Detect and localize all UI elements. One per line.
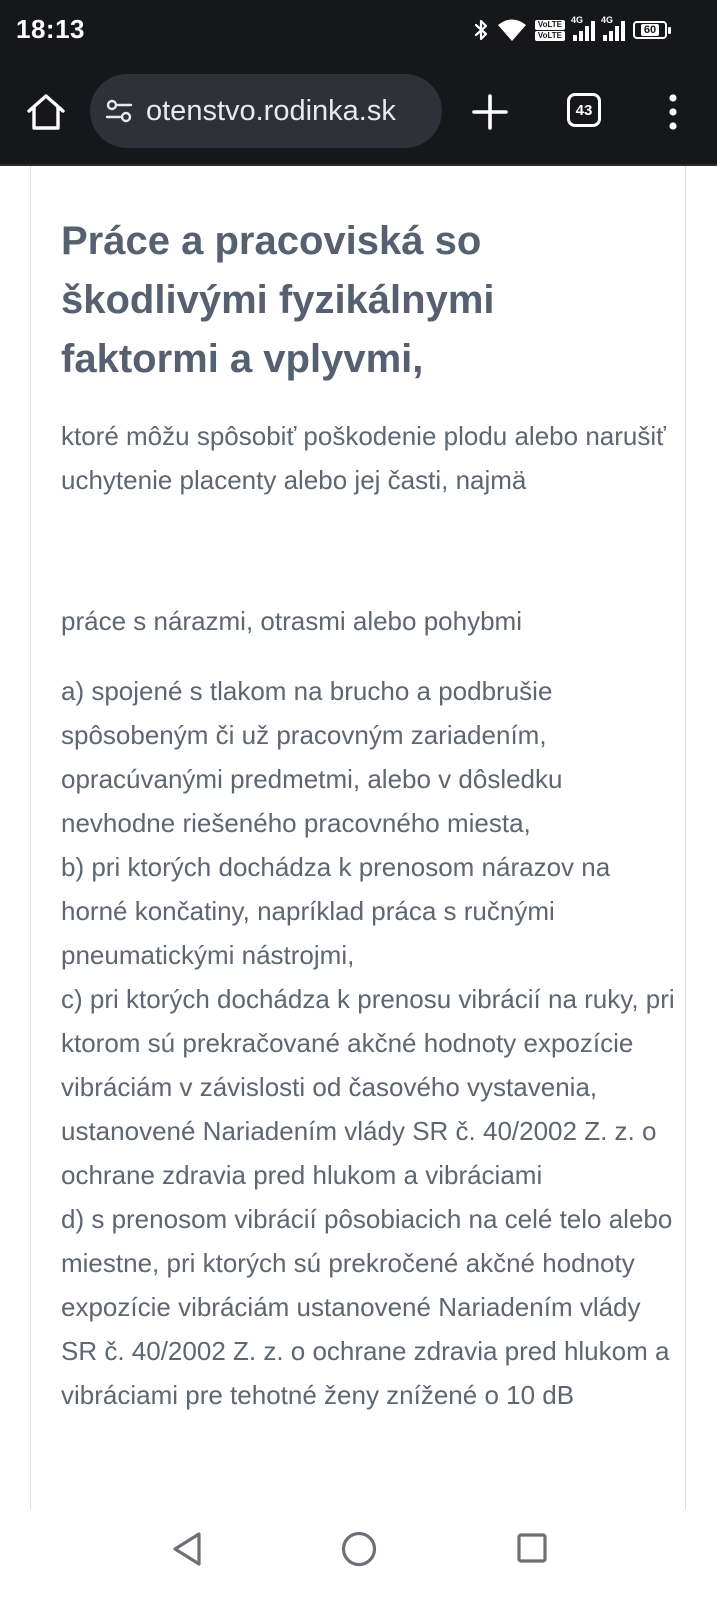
site-settings-icon[interactable] — [104, 97, 134, 125]
volte-badge-2: VoLTE — [535, 31, 565, 41]
article-list — [61, 669, 681, 1417]
list-item: d) s prenosom vibrácií pôsobiacich na celé telo alebo miestne, pri ktorých sú prekročené akčné hodnoty expozície vibráciám ustanovené Nariadením vlády SR č. 40/2002 Z. z. o ochrane zdravia pred hlukom a vibráciami pre tehotné ženy znížené o 10 dB — [61, 1204, 673, 1410]
address-bar[interactable] — [90, 74, 442, 148]
volte-badge-1: VoLTE — [535, 20, 565, 30]
tab-count: 43 — [575, 101, 593, 119]
list-item: a) spojené s tlakom na brucho a podbrušie spôsobeným či už pracovným zariadením, opracúvanými predmetmi, alebo v dôsledku nevhodne riešeného pracovného miesta, — [61, 676, 563, 838]
network-type-2: 4G — [601, 15, 614, 25]
status-time: 18:13 — [16, 14, 85, 44]
browser-toolbar — [0, 64, 717, 166]
battery-icon — [633, 21, 667, 39]
article-intro: ktoré môžu spôsobiť poškodenie plodu alebo narušiť uchytenie placenty alebo jej časti, najmä — [61, 421, 666, 495]
signal-icon-1 — [571, 15, 595, 41]
system-nav-bar — [0, 1510, 717, 1600]
status-bar — [0, 0, 717, 64]
home-circle-icon[interactable] — [340, 1530, 378, 1568]
plus-icon[interactable] — [470, 92, 510, 132]
list-item: b) pri ktorých dochádza k prenosom nárazov na horné končatiny, napríklad práca s ručnými pneumatickými nástrojmi, — [61, 852, 611, 970]
volte-badges — [535, 20, 565, 41]
recents-icon[interactable] — [516, 1532, 548, 1564]
back-icon[interactable] — [170, 1530, 204, 1568]
list-item: c) pri ktorých dochádza k prenosu vibrácií na ruky, pri ktorom sú prekračované akčné hodnoty expozície vibráciám v závislosti od časového vystavenia, ustanovené Nariadením vlády SR č. 40/2002 Z. z. o ochrane zdravia pred hlukom a vibráciami — [61, 984, 675, 1190]
wifi-icon — [497, 18, 527, 42]
bluetooth-icon — [473, 18, 489, 42]
page-content[interactable] — [0, 166, 717, 1510]
url-text[interactable]: otenstvo.rodinka.sk — [146, 95, 396, 127]
status-icons — [473, 16, 667, 44]
article-heading: Práce a pracoviská so škodlivými fyzikálnymi faktormi a vplyvmi, — [61, 219, 495, 381]
home-icon[interactable] — [24, 90, 68, 134]
article-subheading: práce s nárazmi, otrasmi alebo pohybmi — [61, 606, 522, 636]
network-type-1: 4G — [571, 15, 584, 25]
more-vert-icon[interactable] — [660, 92, 686, 132]
tabs-icon[interactable] — [567, 93, 601, 127]
signal-icon-2 — [601, 15, 625, 41]
battery-level: 60 — [641, 24, 659, 36]
